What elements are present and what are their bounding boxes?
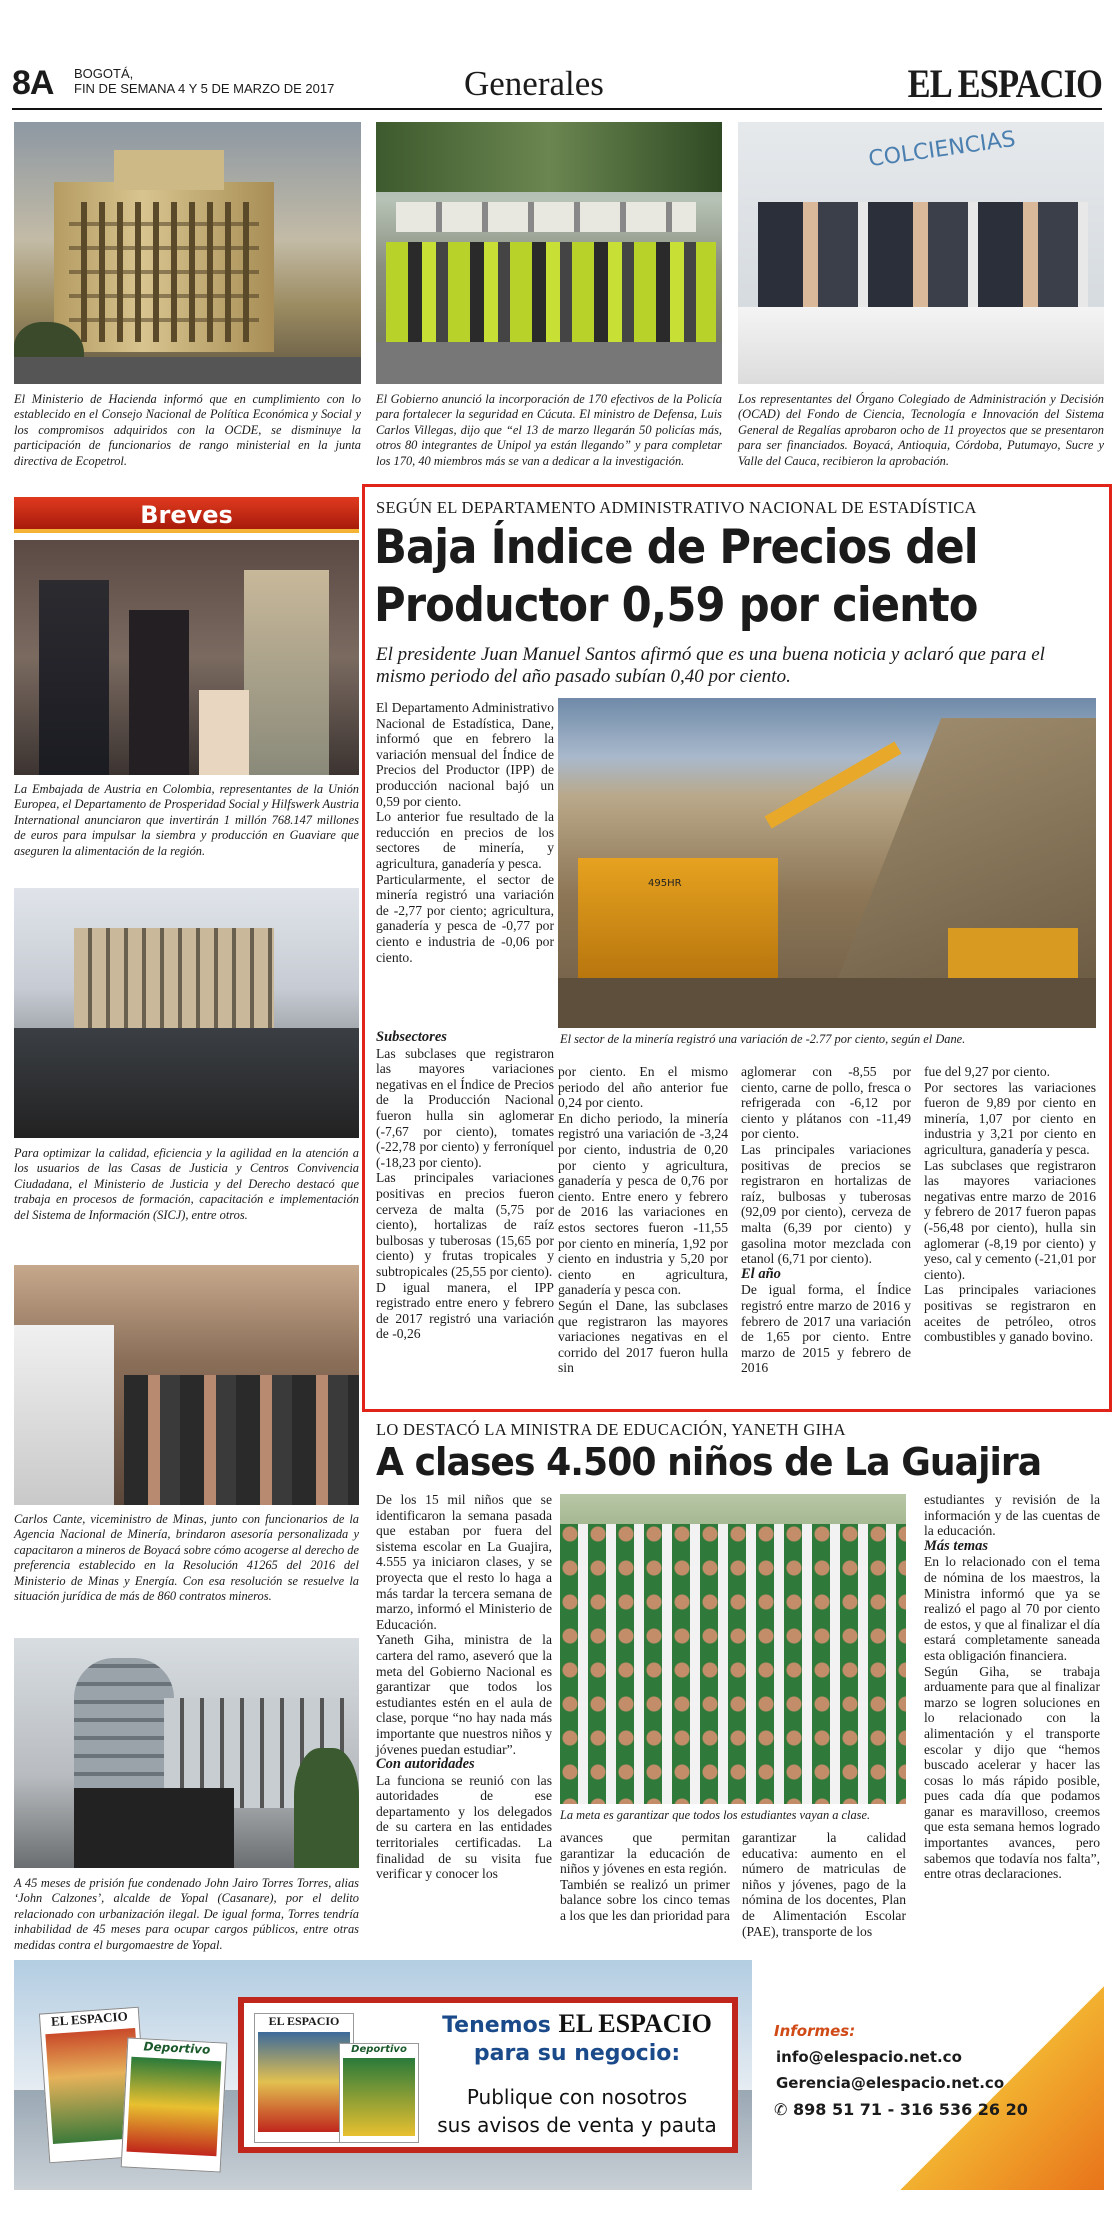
paragraph: D igual manera, el IPP registrado entre enero y febrero de 2017 registró una variación de -0,26 [376, 1279, 554, 1342]
subheading: Subsectores [376, 1029, 447, 1045]
breve-caption: Para optimizar la calidad, eficiencia y la agilidad en la atención a los usuarios de las Casas de Justicia y Centros Convivencia Ciudadana, el Ministerio de Justicia y del Derecho destacó que trabaja en procesos de formación, capacitación e implementación del Sistema de Información (SICJ), entre otros. [14, 1146, 359, 1222]
paragraph: De los 15 mil niños que se identificaron la semana pasada que estaban por fuera del sistema escolar en La Guajira, 4.555 ya iniciaron clases, y se proyecta que el resto lo haga a más tardar la tercera semana de marzo, informó el Ministerio de Educación. [376, 1492, 552, 1632]
paragraph: aglomerar con -8,55 por ciento, carne de pollo, fresca o refrigerada con -6,12 por ciento y plátanos con -11,49 por ciento. [741, 1064, 911, 1142]
paragraph: Las subclases que registraron las mayores variaciones negativas en el Índice de Precios de la Producción Nacional fueron hulla sin aglomerar (-7,67 por ciento), tomates (-22,78 por ciento) y ferroníquel (-18,23 por ciento). [376, 1045, 554, 1170]
photo-caption: Los representantes del Órgano Colegiado de Administración y Decisión (OCAD) del Fondo de Ciencia, Tecnología e Innovación del Sistema General de Regalías aprobaron ocho de 11 proyectos que se presentaron para ser financiados. Boyacá, Antioquia, Córdoba, Putumayo, Sucre y Valle del Cauca, recibieron la aprobación. [738, 392, 1104, 468]
paragraph: El Departamento Administrativo Nacional de Estadística, Dane, informó que en febrero la variación mensual del Índice de Precios del Productor (IPP) de producción nacional bajó un 0,59 por ciento. [376, 700, 554, 809]
section-title: Generales [464, 64, 604, 103]
ad-body-2: sus avisos de venta y pauta [437, 2113, 717, 2137]
article-headline: A clases 4.500 niños de La Guajira [376, 1440, 1042, 1484]
photo-caption: El Ministerio de Hacienda informó que en cumplimiento con lo establecido en el Consejo Nacional de Política Económica y Social y los compromisos adquiridos con la OCDE, se disminuye la participación de funcionarios de rango ministerial en la junta directiva de Ecopetrol. [14, 392, 361, 468]
truck-label: 495HR [648, 878, 682, 889]
justice-building-photo [14, 888, 359, 1138]
ad-logo: EL ESPACIO [558, 2009, 712, 2038]
newspaper-logo: EL ESPACIO [907, 61, 1102, 106]
article-headline: Productor 0,59 por ciento [374, 578, 978, 633]
edition-date [74, 66, 334, 96]
breve-caption: La Embajada de Austria en Colombia, representantes de la Unión Europea, el Departamento de Prosperidad Social y Hilfswerk Austria International anunciaron que invertirán 1 millón 768.147 millones de euros para impulsar la siembra y producción en Guaviare que aseguren la alimentación de la región. [14, 782, 359, 858]
ad-headline [422, 2009, 732, 2039]
paragraph: También se realizó un primer balance sobre los cinco temas a los que les dan prioridad para [560, 1876, 730, 1923]
subheading: El año [741, 1265, 781, 1282]
phone-icon: ✆ [774, 2100, 793, 2119]
article-column [558, 1064, 728, 1376]
article-kicker: SEGÚN EL DEPARTAMENTO ADMINISTRATIVO NACIONAL DE ESTADÍSTICA [376, 498, 977, 517]
subheading: Con autoridades [376, 1756, 475, 1773]
date: FIN DE SEMANA 4 Y 5 DE MARZO DE 2017 [74, 81, 335, 96]
paragraph: Las principales variaciones positivas de precios se registraron en hortalizas de raíz, bulbosas y tuberosas (92,09 por ciento), cerveza de malta (6,39 por ciento) y gasolina motor mezclada con etanol (6,71 por ciento). [741, 1141, 911, 1267]
page-number: 8A [12, 64, 54, 102]
paragraph: Lo anterior fue resultado de la reducción en precios de los sectores de minería, y agricultura, ganadería y pesca. [376, 809, 554, 871]
ad-tenemos: Tenemos [442, 2013, 551, 2038]
ad-subline: para su negocio: [473, 2041, 681, 2066]
article-column [560, 1830, 730, 1924]
paragraph: fue del 9,27 por ciento. [924, 1064, 1051, 1079]
subheading: Más temas [924, 1537, 989, 1554]
mini-logo: EL ESPACIO [50, 2008, 129, 2029]
mini-logo-sports: Deportivo [143, 2039, 211, 2057]
ad-mini-logo: EL ESPACIO [268, 2014, 340, 2028]
paragraph: Por sectores las variaciones fueron de 9,89 por ciento en minería, 1,07 por ciento en industria y 3,21 por ciento en agricultura, ganadería y pesca. [924, 1079, 1096, 1157]
paragraph: estudiantes y revisión de la información y de las cuentas de la educación. [924, 1492, 1100, 1539]
paragraph: garantizar la calidad educativa: aumento en el número de matriculas de niños y jóvenes, pago de la nómina de los docentes, Plan de Alimentación Escolar (PAE), transporte de los [742, 1830, 906, 1939]
article-column [376, 1492, 552, 1882]
paragraph: En dicho periodo, la minería registró una variación de -3,24 por ciento, industria de 0,20 por ciento y agricultura, ganadería y pesca de 0,76 por ciento. Entre enero y febrero de 2016 las variaciones en estos sectores fueron -11,55 por ciento en minería, 1,92 por ciento en industria y 5,20 por ciento en agricultura, ganadería y pesca con. [558, 1110, 728, 1298]
article-kicker: LO DESTACÓ LA MINISTRA DE EDUCACIÓN, YANETH GIHA [376, 1420, 846, 1439]
masthead [12, 58, 1102, 110]
article-column [741, 1064, 911, 1376]
article-column [376, 700, 554, 965]
paragraph: Las principales variaciones positivas se registraron en aceites de petróleo, otros combustibles y ganado bovino. [924, 1282, 1096, 1345]
paragraph: Yaneth Giha, ministra de la cartera del ramo, aseveró que la meta del Gobierno Nacional es garantizar que todos los estudiantes estén en el aula de clase, porque “no hay nada más importante que nuestros niños y jóvenes puedan estudiar”. [376, 1632, 552, 1757]
austria-embassy-photo [14, 540, 359, 775]
article-column [742, 1830, 906, 1939]
photo-caption: El Gobierno anunció la incorporación de 170 efectivos de la Policía para fortalecer la seguridad en Cúcuta. El ministro de Defensa, Luis Carlos Villegas, dijo que “el 13 de marzo llegarán 50 policías más, otros 80 integrantes de Unipol ya están llegando” y para completar los 170, 40 miembros más se van a dedicar a la investigación. [376, 392, 722, 468]
article-column [376, 1030, 554, 1342]
phone-text: 898 51 71 - 316 536 26 20 [792, 2100, 1028, 2119]
paragraph: Según Giha, se trabaja arduamente para que al finalizar marzo se logren soluciones en lo relacionado con la alimentación y el transporte escolar y dijo que “hemos buscado acelerar y hacer las cosas lo más rápido posible, pues cada día que podamos ganar es maravilloso, creemos que esta semana hemos logrado importantes avances, pero sabemos que todavía nos falta”, entre otras declaraciones. [924, 1663, 1100, 1882]
students-group-photo [560, 1494, 906, 1804]
mining-truck-photo [558, 698, 1096, 1028]
ad-body-1: Publique con nosotros [466, 2085, 688, 2109]
email-gerencia: Gerencia@elespacio.net.co [776, 2074, 1005, 2092]
ad-mini-logo-sports: Deportivo [351, 2044, 407, 2055]
ministry-building-photo [14, 122, 361, 384]
article-deck: El presidente Juan Manuel Santos afirmó que es una buena noticia y aclaró que para el mismo periodo del año pasado subían 0,40 por ciento. [376, 644, 1045, 687]
article-headline: Baja Índice de Precios del [374, 520, 978, 575]
police-motorcycles-photo [376, 122, 722, 384]
paragraph: avances que permitan garantizar la educación de niños y jóvenes en esta región. [560, 1830, 730, 1877]
breves-header: Breves [14, 497, 359, 533]
colciencias-sign: COLCIENCIAS [866, 126, 1018, 173]
article-column [924, 1492, 1100, 1882]
photo-caption: La meta es garantizar que todos los estudiantes vayan a clase. [560, 1808, 871, 1822]
paragraph: La funciona se reunió con las autoridades de ese departamento y los delegados de su cartera en las entidades territoriales certificadas. La finalidad de su visita fue verificar y conocer los [376, 1772, 552, 1882]
breve-caption: A 45 meses de prisión fue condenado John Jairo Torres Torres, alias ‘John Calzones’, alcalde de Yopal (Casanare), por el delito relacionado con urbanización ilegal. De igual forma, Torres tendría inhabilidad de 45 meses para ocupar cargos públicos, entre otras medidas contra el burgomaestre de Yopal. [14, 1876, 359, 1952]
yopal-building-photo [14, 1638, 359, 1868]
mining-meeting-photo [14, 1265, 359, 1505]
informes-label: Informes: [774, 2022, 856, 2040]
article-column [924, 1064, 1096, 1345]
paragraph: Las principales variaciones positivas en precios fueron cerveza de malta (5,75 por ciento), hortalizas de raíz bulbosas y tuberosas (15,65 por ciento) y frutas tropicales y subtropicales (25,55 por ciento). [376, 1170, 554, 1279]
colciencias-meeting-photo [738, 122, 1104, 384]
paragraph: Según el Dane, las subclases que registraron las mayores variaciones negativas en el corrido del 2017 fueron hulla sin [558, 1297, 728, 1376]
ad-sports-image [339, 2043, 419, 2143]
email-info: info@elespacio.net.co [776, 2048, 962, 2066]
breve-caption: Carlos Cante, viceministro de Minas, junto con funcionarios de la Agencia Nacional de Minería, brindaron asesoría personalizada y capacitaron a mineros de Boyacá sobre cómo acogerse al derecho de preferencia establecido en la Resolución 41265 del 2016 del Ministerio de Minas y Energía. Con esa resolución se resuelve la situación jurídica de más de 860 contratos mineros. [14, 1512, 359, 1604]
paragraph: En lo relacionado con el tema de nómina de los maestros, la Ministra informó que ya se realizó el pago al 70 por ciento de estos, y que al finalizar el día estará completamente saneada esta obligación financiera. [924, 1554, 1100, 1663]
photo-caption: El sector de la minería registró una variación de -2.77 por ciento, según el Dane. [560, 1032, 966, 1046]
paragraph: Particularmente, el sector de minería registró una variación de -2,77 por ciento; agricultura, ganadería y pesca de -0,77 por ciento e industria de -0,06 por ciento. [376, 871, 554, 965]
sports-thumbnail [121, 2037, 228, 2172]
paragraph: Las subclases que registraron las mayores variaciones negativas entre marzo de 2016 y febrero de 2017 fueron papas (-56,48 por ciento), hulla sin aglomerar (-8,19 por ciento) y yeso, cal y cemento (-21,01 por ciento). [924, 1157, 1096, 1282]
paragraph: por ciento. En el mismo periodo del año anterior fue 0,24 por ciento. [558, 1064, 728, 1111]
phone-numbers [774, 2100, 1028, 2119]
paragraph: De igual forma, el Índice registró entre marzo de 2016 y febrero de 2017 una variación de 1,65 por ciento. Entre marzo de 2015 y febrero de 2016 [741, 1282, 911, 1376]
ad-frame [238, 1997, 738, 2153]
city: BOGOTÁ, [74, 66, 134, 81]
